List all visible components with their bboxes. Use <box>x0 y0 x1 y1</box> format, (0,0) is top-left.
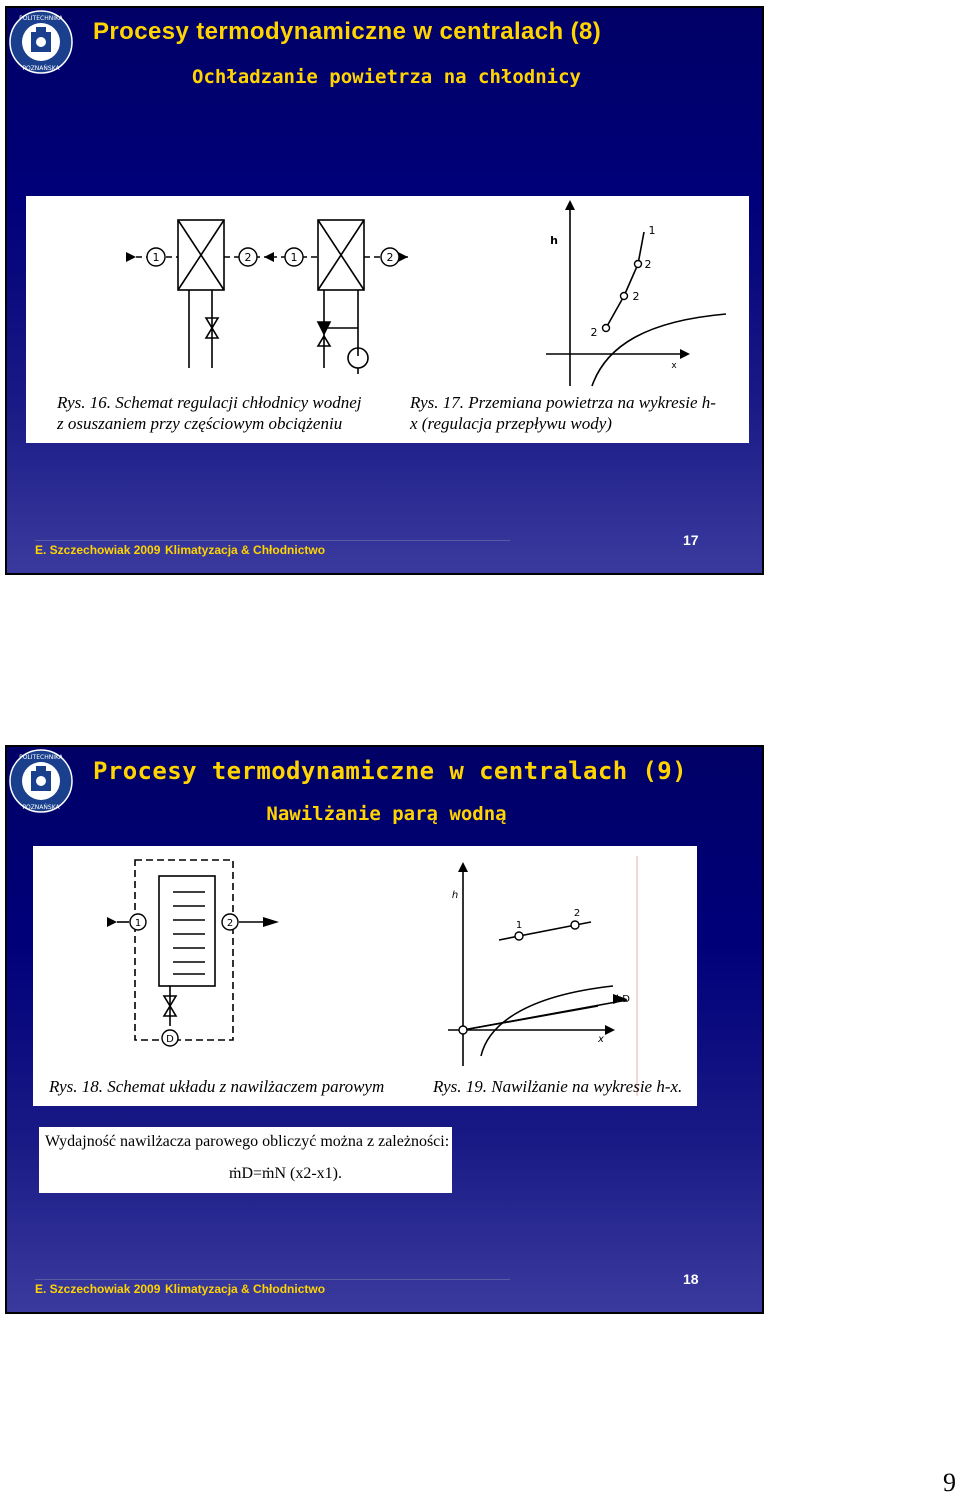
node-label-1: 1 <box>152 251 160 264</box>
axis-label-h: h <box>451 890 459 901</box>
node-label-2: 2 <box>226 918 234 929</box>
footer-author: E. Szczechowiak 2009 <box>35 1282 161 1296</box>
slide-title: Procesy termodynamiczne w centralach (9) <box>93 757 687 785</box>
footer-author: E. Szczechowiak 2009 <box>35 543 161 557</box>
node-label-d: D <box>166 1034 174 1045</box>
footer-course: Klimatyzacja & Chłodnictwo <box>165 543 326 557</box>
point-label-2a: 2 <box>644 258 652 271</box>
svg-text:POLITECHNIKA: POLITECHNIKA <box>19 15 63 22</box>
figure-cooler-diagram <box>26 196 749 443</box>
slide-title: Procesy termodynamiczne w centralach (8) <box>93 18 602 45</box>
point-label-2: 2 <box>573 908 581 919</box>
footer-course: Klimatyzacja & Chłodnictwo <box>165 1282 326 1296</box>
caption-fig-17-line2: x (regulacja przepływu wody) <box>410 414 612 433</box>
caption-fig-17 <box>410 392 716 434</box>
axis-label-x: x <box>671 361 677 371</box>
slide-18 <box>5 745 764 1314</box>
axis-label-x: x <box>598 1034 604 1045</box>
point-label-1: 1 <box>648 224 656 237</box>
svg-text:POZNAŃSKA: POZNAŃSKA <box>22 65 60 72</box>
node-label-1b: 1 <box>290 251 298 264</box>
footer-divider <box>35 540 510 541</box>
slide-page-number: 18 <box>683 1271 699 1287</box>
caption-fig-18: Rys. 18. Schemat układu z nawilżaczem parowym <box>49 1077 385 1096</box>
point-label-2c: 2 <box>590 326 598 339</box>
formula-equation: ṁD=ṁN (x2-x1). <box>229 1165 343 1182</box>
sheet-page-number: 9 <box>943 1468 956 1497</box>
svg-text:POZNAŃSKA: POZNAŃSKA <box>22 804 60 811</box>
point-label-1: 1 <box>515 920 523 931</box>
formula-description: Wydajność nawilżacza parowego obliczyć można z zależności: <box>45 1133 450 1150</box>
caption-fig-19: Rys. 19. Nawilżanie na wykresie h-x. <box>433 1077 683 1096</box>
slide-subtitle: Nawilżanie parą wodną <box>266 803 507 825</box>
slide-page-number: 17 <box>683 532 699 548</box>
svg-text:POLITECHNIKA: POLITECHNIKA <box>19 754 63 761</box>
figure-humidifier-diagram <box>33 846 697 1106</box>
node-label-2: 2 <box>244 251 252 264</box>
slide-17 <box>5 6 764 575</box>
node-label-1: 1 <box>134 918 142 929</box>
point-label-2b: 2 <box>632 290 640 303</box>
formula-box <box>39 1127 452 1193</box>
caption-fig-17-line1: Rys. 17. Przemiana powietrza na wykresie h- <box>410 393 716 412</box>
slide-subtitle: Ochładzanie powietrza na chłodnicy <box>192 66 581 88</box>
node-label-2b: 2 <box>386 251 394 264</box>
humidifier-schematic-and-hx-diagram <box>33 846 697 1106</box>
caption-fig-16-line2: z osuszaniem przy częściowym obciążeniu <box>57 414 343 433</box>
caption-fig-16-line1: Rys. 16. Schemat regulacji chłodnicy wodnej <box>57 393 362 412</box>
university-logo-icon <box>9 10 73 74</box>
footer-divider <box>35 1279 510 1280</box>
line-label-hd: hD <box>615 994 631 1005</box>
axis-label-h: h <box>550 234 558 247</box>
caption-fig-16 <box>57 392 362 434</box>
